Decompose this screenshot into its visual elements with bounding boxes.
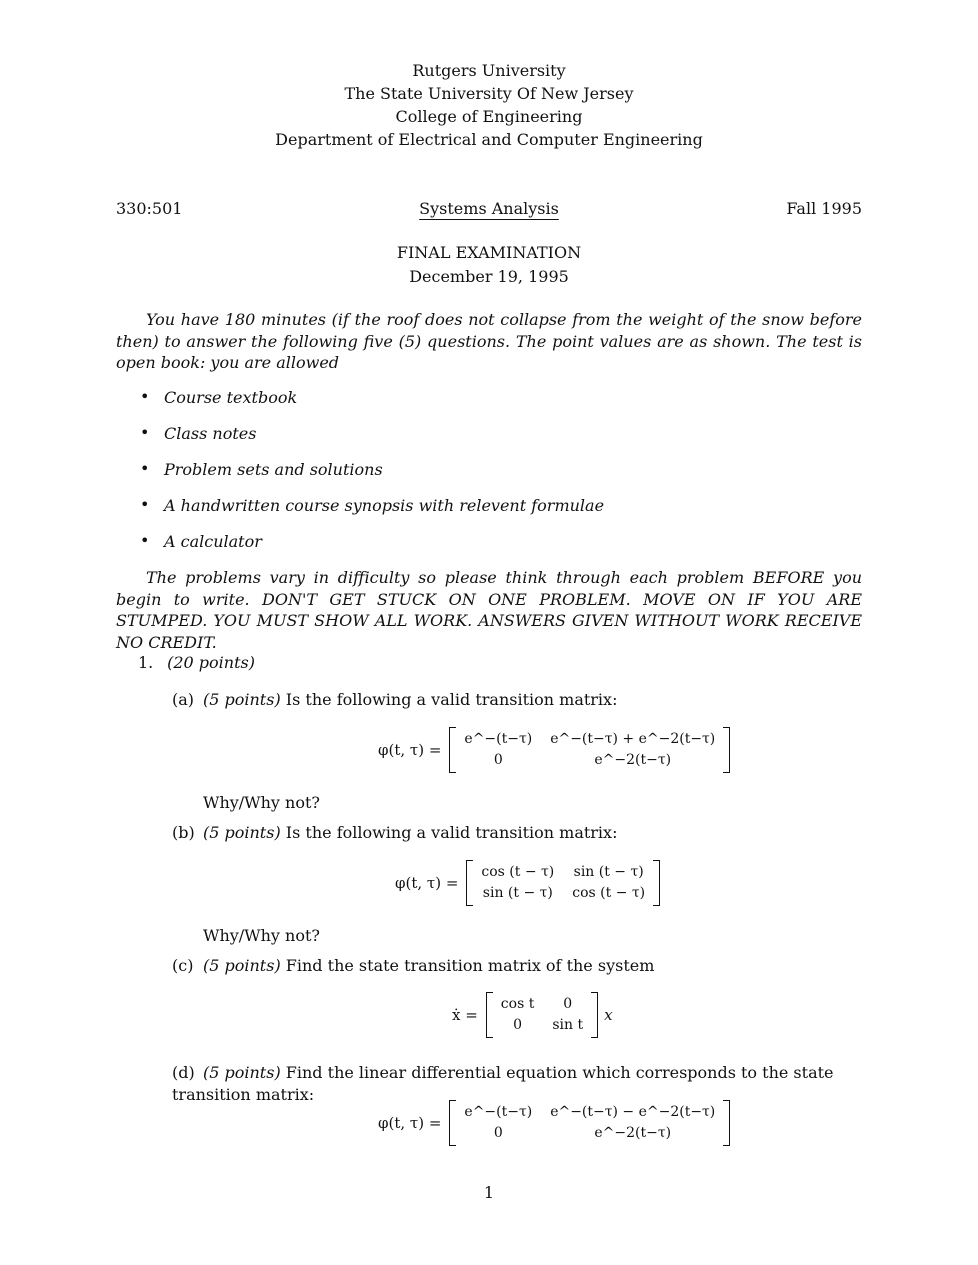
- college-name: College of Engineering: [395, 107, 583, 126]
- matrix-cell: 0: [493, 751, 503, 768]
- department-name: Department of Electrical and Computer Engineering: [275, 130, 703, 149]
- university-name: Rutgers University: [412, 61, 566, 80]
- part-d: [172, 1062, 862, 1105]
- matrix-cell: 0: [493, 1124, 503, 1141]
- matrix-cell: cos t: [500, 996, 535, 1012]
- equation-a: [378, 727, 730, 773]
- instructions-paragraph: You have 180 minutes (if the roof does not collapse from the weight of the snow before then) to answer the following five (5) questions. The point values are as shown. The test is open book: you are allowed: [116, 310, 862, 372]
- part-text: Is the following a valid transition matrix:: [285, 823, 618, 842]
- list-item: • A handwritten course synopsis with relevent formulae: [140, 495, 604, 531]
- followup-b: Why/Why not?: [203, 926, 320, 945]
- left-bracket: [449, 1100, 456, 1146]
- exam-date: December 19, 1995: [409, 267, 569, 286]
- part-label: (b): [172, 823, 195, 842]
- matrix-cell: e^−(t−τ): [464, 1104, 533, 1120]
- question-1-heading: [138, 652, 255, 674]
- matrix: [466, 860, 660, 906]
- right-bracket: [591, 992, 598, 1038]
- left-bracket: [486, 992, 493, 1038]
- part-text: Is the following a valid transition matrix:: [285, 690, 618, 709]
- list-item: • Problem sets and solutions: [140, 459, 604, 495]
- part-label: (c): [172, 956, 194, 975]
- equation-lhs: φ(t, τ) =: [395, 873, 459, 892]
- matrix-cell: e^−2(t−τ): [594, 1124, 672, 1141]
- matrix-cell: 0: [563, 996, 573, 1012]
- matrix-cell: e^−(t−τ) + e^−2(t−τ): [550, 731, 716, 747]
- part-label: (a): [172, 690, 195, 709]
- left-bracket: [466, 860, 473, 906]
- equation-d: [378, 1100, 730, 1146]
- part-text: Find the state transition matrix of the system: [285, 956, 655, 975]
- part-b: [172, 822, 862, 844]
- equation-lhs: φ(t, τ) =: [378, 740, 442, 759]
- part-points: (5 points): [203, 956, 281, 975]
- list-item: • Course textbook: [140, 387, 604, 423]
- allowed-materials-list: [140, 387, 604, 567]
- right-bracket: [723, 1100, 730, 1146]
- part-points: (5 points): [203, 1063, 281, 1082]
- part-label: (d): [172, 1063, 195, 1082]
- equation-lhs: φ(t, τ) =: [378, 1113, 442, 1132]
- matrix-cell: sin (t − τ): [482, 884, 553, 901]
- page-number: 1: [483, 1183, 495, 1202]
- matrix-cell: sin (t − τ): [573, 864, 644, 880]
- right-bracket: [653, 860, 660, 906]
- equation-rhs: x: [604, 1005, 613, 1024]
- equation-lhs: ẋ =: [452, 1005, 478, 1024]
- matrix-cell: sin t: [552, 1016, 584, 1033]
- matrix-cell: 0: [513, 1016, 523, 1033]
- equation-b: [395, 860, 660, 906]
- course-term: Fall 1995: [786, 199, 862, 218]
- part-points: (5 points): [203, 690, 281, 709]
- exam-heading: [0, 242, 978, 290]
- left-bracket: [449, 727, 456, 773]
- right-bracket: [723, 727, 730, 773]
- question-number: 1.: [138, 653, 154, 672]
- list-item: • Class notes: [140, 423, 604, 459]
- warning-paragraph: The problems vary in difficulty so please think through each problem BEFORE you begin to write. DON'T GET STUCK ON ONE PROBLEM. MOVE ON IF YOU ARE STUMPED. YOU MUST SHOW ALL WORK. ANSWERS GIVEN WITHOUT WORK RECEIVE NO CREDIT.: [116, 568, 862, 652]
- course-title-wrap: [116, 198, 862, 220]
- matrix: [449, 727, 730, 773]
- equation-c: [452, 992, 613, 1038]
- part-c: [172, 955, 862, 977]
- matrix-cell: e^−2(t−τ): [594, 751, 672, 768]
- followup-a: Why/Why not?: [203, 793, 320, 812]
- course-code: 330:501: [116, 199, 183, 218]
- university-subtitle: The State University Of New Jersey: [344, 84, 634, 103]
- matrix: [486, 992, 598, 1038]
- institution-header: [0, 60, 978, 152]
- course-title: Systems Analysis: [419, 199, 559, 218]
- matrix-cell: e^−(t−τ): [464, 731, 533, 747]
- matrix: [449, 1100, 730, 1146]
- part-points: (5 points): [203, 823, 281, 842]
- matrix-cell: cos (t − τ): [572, 884, 646, 901]
- part-a: [172, 689, 862, 711]
- matrix-cell: cos (t − τ): [481, 864, 555, 880]
- question-points: (20 points): [167, 653, 255, 672]
- matrix-cell: e^−(t−τ) − e^−2(t−τ): [550, 1104, 716, 1120]
- course-row: [116, 198, 862, 222]
- part-text: Find the linear differential equation which corresponds to the state transition matrix:: [172, 1063, 834, 1104]
- list-item: • A calculator: [140, 531, 604, 567]
- exam-title: FINAL EXAMINATION: [396, 243, 582, 262]
